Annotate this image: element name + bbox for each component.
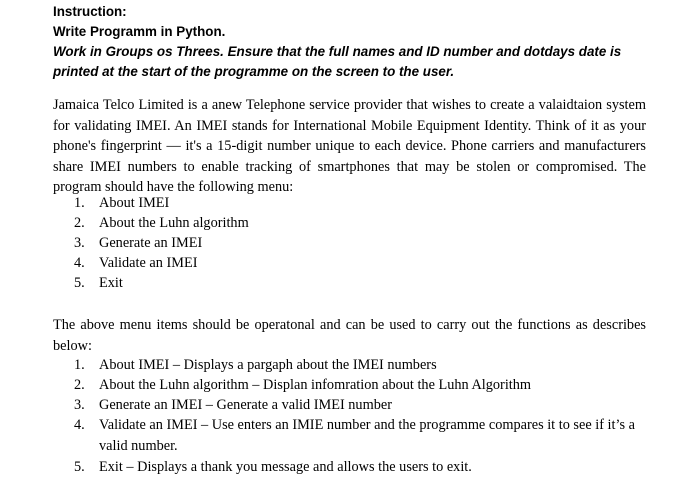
menu-item-text: About the Luhn algorithm [99, 215, 249, 231]
menu-item-number: 3. [74, 235, 85, 251]
function-item [53, 415, 646, 456]
menu-item-text: Validate an IMEI [99, 255, 198, 271]
function-item-text: Exit – Displays a thank you message and allows the users to exit. [99, 459, 472, 475]
function-item [53, 375, 646, 395]
function-item-number: 4. [74, 417, 85, 433]
intro-paragraph: Jamaica Telco Limited is a anew Telephone service provider that wishes to create a valaidtaion system for validating IMEI. An IMEI stands for International Mobile Equipment Identity. Think of it as your phone's fingerprint — it's a 15-digit number unique to each device. Phone carriers and manufacturers share IMEI numbers to enable tracking of smartphones that may be stolen or compromised. The program should have the following menu: [53, 97, 646, 196]
task-line: Write Programm in Python. [53, 24, 226, 39]
group-note-line-2: printed at the start of the programme on the screen to the user. [53, 64, 455, 79]
function-item-number: 2. [74, 377, 85, 393]
function-item-text: Validate an IMEI – Use enters an IMIE number and the programme compares it to see if it’s a valid number. [99, 417, 635, 454]
menu-item [53, 193, 646, 213]
function-item-number: 5. [74, 459, 85, 475]
function-item-text: About the Luhn algorithm – Displan infomration about the Luhn Algorithm [99, 377, 532, 393]
menu-item [53, 233, 646, 253]
menu-item-text: Exit [99, 275, 123, 291]
instruction-label: Instruction: [53, 4, 127, 19]
menu-item-text: Generate an IMEI [99, 235, 203, 251]
menu-item-number: 1. [74, 195, 85, 211]
function-item-number: 3. [74, 397, 85, 413]
menu-item [53, 213, 646, 233]
function-item-text: Generate an IMEI – Generate a valid IMEI number [99, 397, 392, 413]
function-item [53, 395, 646, 415]
function-item [53, 355, 646, 375]
menu-item-number: 4. [74, 255, 85, 271]
function-item-text: About IMEI – Displays a pargaph about the IMEI numbers [99, 357, 437, 373]
menu-item [53, 273, 646, 293]
function-item [53, 457, 646, 477]
function-item-number: 1. [74, 357, 85, 373]
menu-list [53, 193, 646, 293]
functions-paragraph: The above menu items should be operatonal and can be used to carry out the functions as describes below: [53, 317, 646, 354]
menu-item-text: About IMEI [99, 195, 170, 211]
menu-item [53, 253, 646, 273]
document [53, 0, 646, 475]
menu-item-number: 5. [74, 275, 85, 291]
functions-list [53, 355, 646, 477]
group-note-line-1: Work in Groups os Threes. Ensure that the full names and ID number and dotdays date is [53, 44, 622, 59]
menu-item-number: 2. [74, 215, 85, 231]
